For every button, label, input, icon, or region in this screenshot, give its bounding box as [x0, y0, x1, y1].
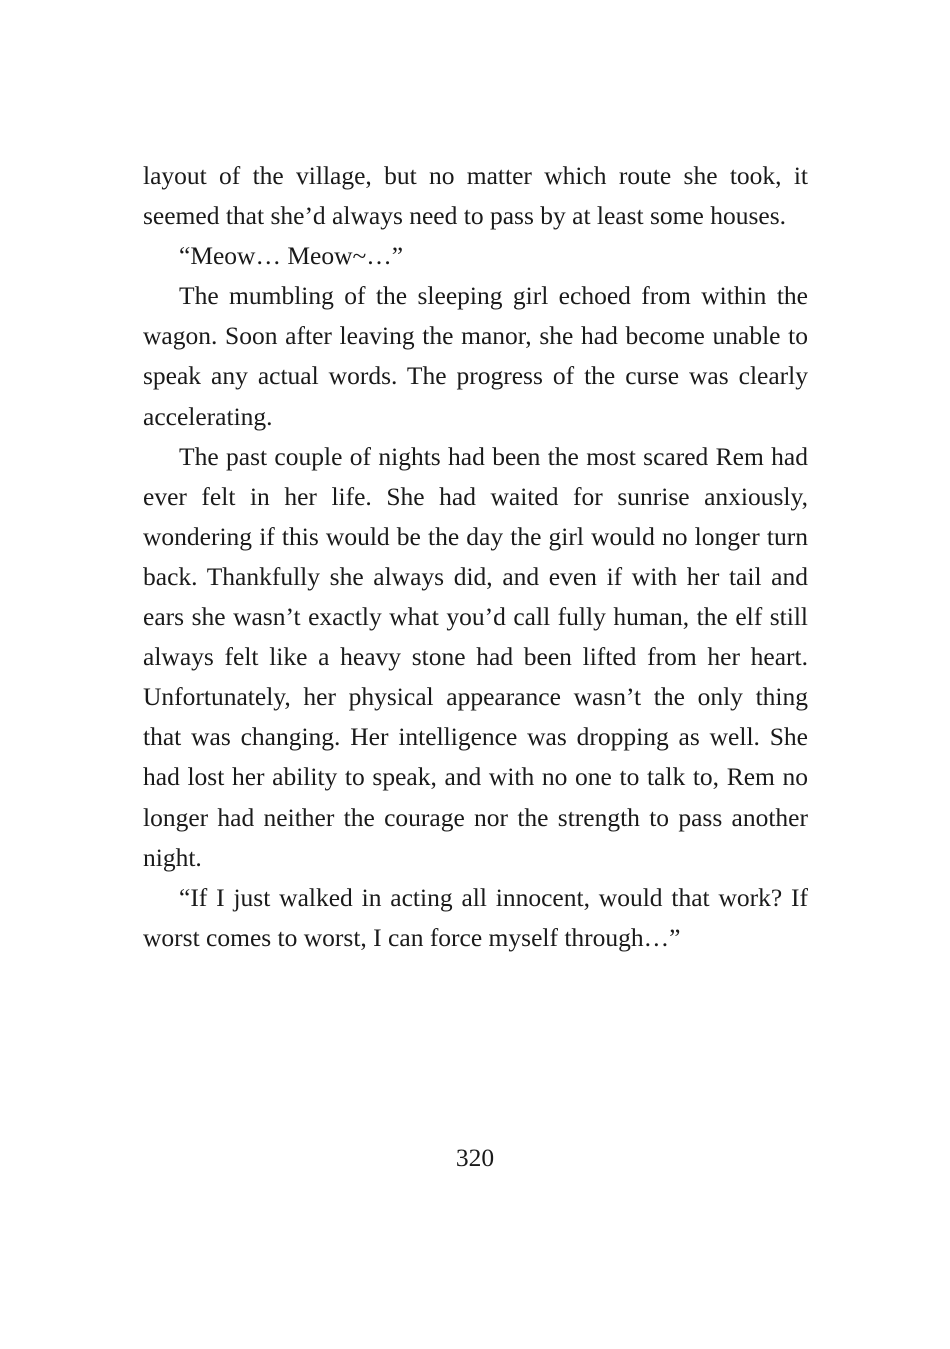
- paragraph-dialogue-innocent: “If I just walked in acting all innocent, would that work? If worst comes to worst, I can force myself through…”: [143, 882, 808, 952]
- page-number: 320: [455, 1143, 495, 1172]
- paragraph-continued: layout of the village, but no matter which route she took, it seemed that she’d always need to pass by at least some houses.: [143, 161, 808, 231]
- paragraph-past-nights: The past couple of nights had been the most scared Rem had ever felt in her life. She had waited for sunrise anxiously, wondering if this would be the day the girl would no longer turn back. Thankfully she always did, and even if with her tail and ears she wasn’t exactly what you’d call fully human, the elf still always felt like a heavy stone had been lifted from her heart. Unfortunately, her physical appearance wasn’t the only thing that was changing. Her intelligence was dropping as well. She had lost her ability to speak, and with no one to talk to, Rem no longer had neither the courage nor the strength to pass another night.: [143, 441, 808, 872]
- body-text: [143, 156, 808, 958]
- paragraph-mumbling: The mumbling of the sleeping girl echoed from within the wagon. Soon after leaving the manor, she had become unable to speak any actual words. The progress of the curse was clearly accelerating.: [143, 281, 808, 431]
- paragraph-dialogue-meow: “Meow… Meow~…”: [179, 241, 404, 271]
